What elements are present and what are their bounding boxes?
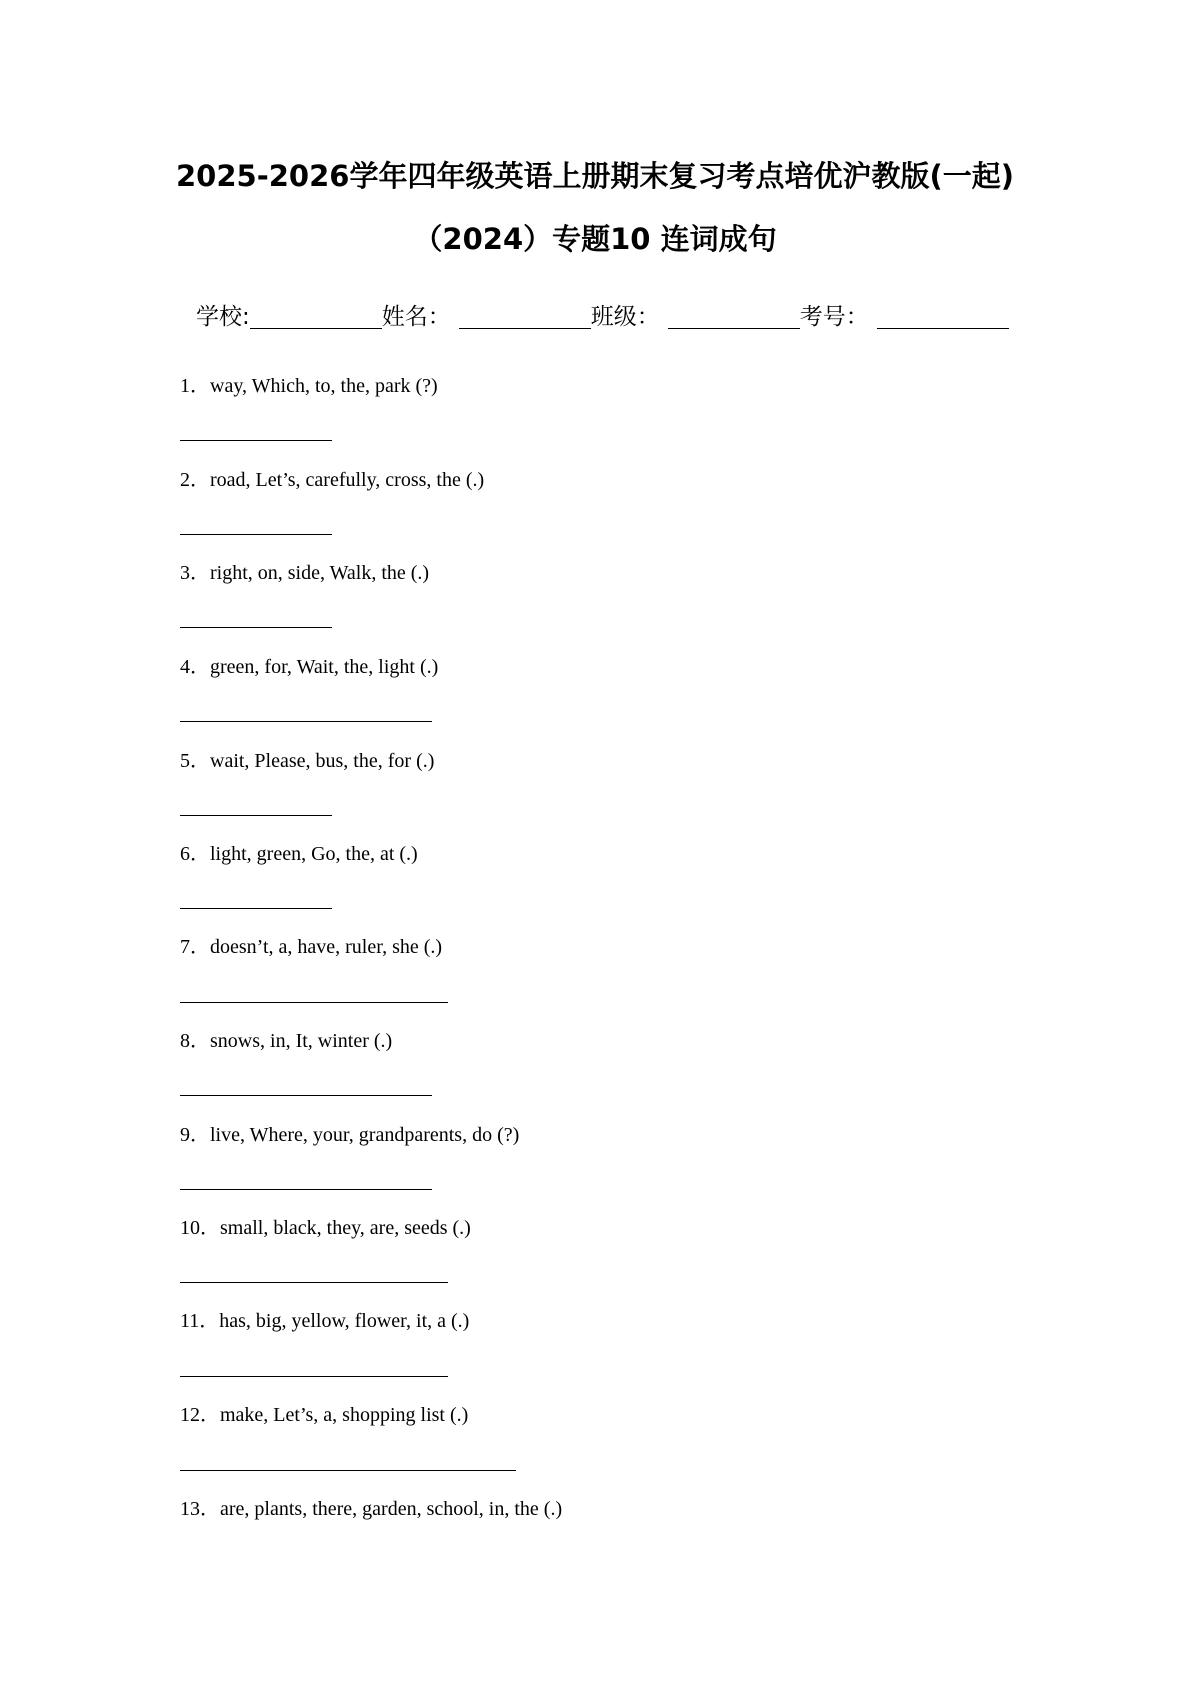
answer-line-8[interactable] [180,1095,432,1096]
question-words: right, on, side, Walk, the (.) [210,562,430,584]
question-number: 2． [180,469,210,491]
question-7 [180,933,442,961]
name-blank[interactable] [459,302,591,329]
question-3 [180,559,429,587]
answer-line-10[interactable] [180,1282,448,1283]
exam-number-label: 考号： [799,304,869,330]
question-13 [180,1495,562,1523]
question-words: make, Let’s, a, shopping list (.) [220,1404,469,1426]
question-words: snows, in, It, winter (.) [210,1030,393,1052]
class-field [591,300,800,334]
question-number: 9． [180,1124,210,1146]
question-12 [180,1401,468,1429]
question-number: 5． [180,750,210,772]
question-9 [180,1121,519,1149]
question-number: 4． [180,656,210,678]
question-words: light, green, Go, the, at (.) [210,843,418,865]
class-label: 班级： [590,304,660,330]
question-words: live, Where, your, grandparents, do (?) [210,1124,520,1146]
page-title: 2025-2026学年四年级英语上册期末复习考点培优沪教版(一起) [176,159,1014,193]
answer-line-6[interactable] [180,908,332,909]
answer-line-5[interactable] [180,815,332,816]
answer-line-2[interactable] [180,534,332,535]
school-field [196,300,382,334]
name-field [382,300,591,334]
page-subtitle: （2024）专题10 连词成句 [413,222,777,256]
student-info-row [196,298,1009,334]
name-label: 姓名： [381,304,451,330]
question-8 [180,1027,392,1055]
answer-line-1[interactable] [180,440,332,441]
question-2 [180,466,484,494]
question-number: 1． [180,375,210,397]
question-words: are, plants, there, garden, school, in, the (.) [220,1498,563,1520]
question-words: way, Which, to, the, park (?) [210,375,438,397]
question-words: wait, Please, bus, the, for (.) [210,750,435,772]
question-11 [180,1307,469,1335]
school-blank[interactable] [250,302,382,329]
answer-line-11[interactable] [180,1376,448,1377]
question-6 [180,840,418,868]
question-5 [180,747,434,775]
exam-number-field [800,300,1009,334]
school-label: 学校: [196,304,250,330]
question-number: 7． [180,936,210,958]
answer-line-7[interactable] [180,1002,448,1003]
class-blank[interactable] [668,302,800,329]
exam-number-blank[interactable] [877,302,1009,329]
question-words: green, for, Wait, the, light (.) [210,656,439,678]
question-1 [180,372,438,400]
answer-line-4[interactable] [180,721,432,722]
question-words: has, big, yellow, flower, it, a (.) [219,1310,470,1332]
question-number: 10． [180,1217,220,1239]
question-4 [180,653,438,681]
answer-line-3[interactable] [180,627,332,628]
question-number: 13． [180,1498,220,1520]
question-words: small, black, they, are, seeds (.) [220,1217,471,1239]
question-words: doesn’t, a, have, ruler, she (.) [210,936,443,958]
answer-line-9[interactable] [180,1189,432,1190]
question-number: 3． [180,562,210,584]
question-number: 12． [180,1404,220,1426]
question-number: 6． [180,843,210,865]
question-number: 11． [180,1310,220,1332]
question-words: road, Let’s, carefully, cross, the (.) [210,469,485,491]
question-number: 8． [180,1030,210,1052]
answer-line-12[interactable] [180,1470,516,1471]
question-10 [180,1214,471,1242]
